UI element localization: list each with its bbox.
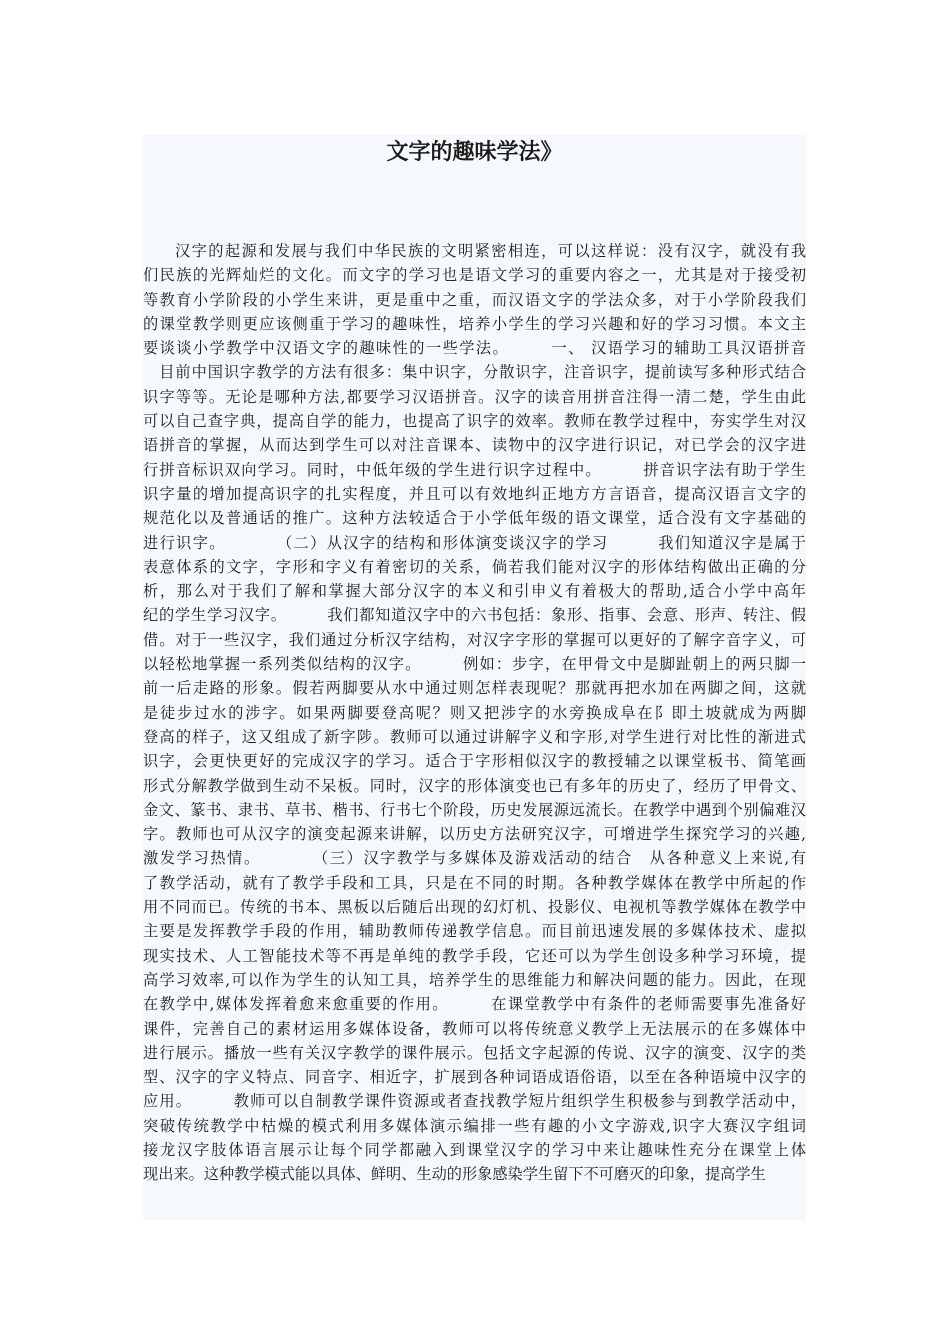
body-line: 汉字的起源和发展与我们中华民族的文明紧密相连，可以这样说：没有汉字，就没有我 (175, 242, 806, 260)
body-line: 等教育小学阶段的小学生来讲，更是重中之重，而汉语文字的学法众多，对于小学阶段我们 (143, 290, 806, 309)
body-line: 语拼音的掌握，从而达到学生可以对注音课本、读物中的汉字进行识记，对已学会的汉字进 (143, 436, 806, 455)
body-line: 高学习效率,可以作为学生的认知工具，培养学生的思维能力和解决问题的能力。因此，在现 (143, 970, 806, 989)
body-line: 登高的样子，这又组成了新字陟。教师可以通过讲解字义和字形,对学生进行对比性的渐进式 (143, 727, 806, 746)
body-line: 纪的学生学习汉字。 我们都知道汉字中的六书包括：象形、指事、会意、形声、转注、假 (143, 606, 806, 625)
body-line: 突破传统教学中枯燥的模式利用多媒体演示编排一些有趣的小文字游戏,识字大赛汉字组词 (143, 1116, 806, 1135)
body-line: 识字等等。无论是哪种方法,都要学习汉语拼音。汉字的读音用拼音注得一清二楚，学生由此 (143, 387, 806, 406)
body-line: 现出来。这种教学模式能以具体、鲜明、生动的形象感染学生留下不可磨灭的印象，提高学生 (143, 1165, 766, 1184)
body-line: 以轻松地掌握一系列类似结构的汉字。 例如：步字，在甲骨文中是脚趾朝上的两只脚一 (143, 655, 806, 674)
body-line: 前一后走路的形象。假若两脚要从水中通过则怎样表现呢？那就再把水加在两脚之间，这就 (143, 679, 806, 698)
body-line: 的课堂教学则更应该侧重于学习的趣味性，培养小学生的学习兴趣和好的学习习惯。本文主 (143, 314, 806, 333)
body-line: 用不同而已。传统的书本、黑板以后随后出现的幻灯机、投影仪、电视机等教学媒体在教学中 (143, 898, 806, 917)
body-line: 目前中国识字教学的方法有很多：集中识字，分散识字，注音识字，提前读写多种形式结合 (143, 363, 806, 382)
body-line: 们民族的光辉灿烂的文化。而文字的学习也是语文学习的重要内容之一，尤其是对于接受初 (143, 266, 806, 285)
document-body (143, 239, 806, 1187)
body-line: 借。对于一些汉字，我们通过分析汉字结构，对汉字字形的掌握可以更好的了解字音字义，可 (143, 630, 806, 649)
body-line: 型、汉字的字义特点、同音字、相近字，扩展到各种词语成语俗语，以至在各种语境中汉字的 (143, 1068, 806, 1087)
body-line: 识字，会更快更好的完成汉字的学习。适合于字形相似汉字的教授辅之以课堂板书、简笔画 (143, 752, 806, 771)
body-line: 要谈谈小学教学中汉语文字的趣味性的一些学法。 一、 汉语学习的辅助工具汉语拼音 (143, 339, 806, 358)
body-line: 在教学中,媒体发挥着愈来愈重要的作用。 在课堂教学中有条件的老师需要事先准备好 (143, 995, 806, 1014)
body-line: 进行识字。 （二）从汉字的结构和形体演变谈汉字的学习 我们知道汉字是属于 (143, 533, 806, 552)
body-line: 进行展示。播放一些有关汉字教学的课件展示。包括文字起源的传说、汉字的演变、汉字的类 (143, 1043, 806, 1062)
body-line: 现实技术、人工智能技术等不再是单纯的教学手段，它还可以为学生创设多种学习环境，提 (143, 946, 806, 965)
body-line: 是徒步过水的涉字。如果两脚要登高呢？则又把涉字的水旁换成阜在阝即土坡就成为两脚 (143, 703, 806, 722)
body-line: 字。教师也可从汉字的演变起源来讲解，以历史方法研究汉字，可增进学生探究学习的兴趣, (143, 825, 806, 844)
body-line: 析，那么对于我们了解和掌握大部分汉字的本义和引申义有着极大的帮助,适合小学中高年 (143, 582, 806, 601)
body-line: 课件，完善自己的素材运用多媒体设备，教师可以将传统意义教学上无法展示的在多媒体中 (143, 1019, 806, 1038)
body-line: 金文、篆书、隶书、草书、楷书、行书七个阶段，历史发展源远流长。在教学中遇到个别偏难汉 (143, 800, 806, 819)
body-line: 形式分解教学做到生动不呆板。同时，汉字的形体演变也已有多年的历史了，经历了甲骨文、 (143, 776, 806, 795)
body-line: 识字量的增加提高识字的扎实程度，并且可以有效地纠正地方方言语音，提高汉语言文字的 (143, 484, 806, 503)
body-line: 应用。 教师可以自制教学课件资源或者查找教学短片组织学生积极参与到教学活动中， (143, 1092, 806, 1111)
body-line: 行拼音标识双向学习。同时，中低年级的学生进行识字过程中。 拼音识字法有助于学生 (143, 460, 806, 479)
body-line: 了教学活动，就有了教学手段和工具，只是在不同的时期。各种教学媒体在教学中所起的作 (143, 873, 806, 892)
document-title: 文字的趣味学法》 (386, 139, 563, 165)
body-line: 接龙汉字肢体语言展示让每个同学都融入到课堂汉字的学习中来让趣味性充分在课堂上体 (143, 1140, 806, 1159)
body-line: 可以自己查字典，提高自学的能力，也提高了识字的效率。教师在教学过程中，夯实学生对汉 (143, 412, 806, 431)
body-line: 表意体系的文字，字形和字义有着密切的关系，倘若我们能对汉字的形体结构做出正确的分 (143, 557, 806, 576)
body-line: 规范化以及普通话的推广。这种方法较适合于小学低年级的语文课堂，适合没有文字基础的 (143, 509, 806, 528)
document-page (143, 135, 806, 1220)
body-line: 激发学习热情。 （三）汉字教学与多媒体及游戏活动的结合 从各种意义上来说,有 (143, 849, 806, 868)
body-line: 主要是发挥教学手段的作用，辅助教师传递教学信息。而目前迅速发展的多媒体技术、虚拟 (143, 922, 806, 941)
